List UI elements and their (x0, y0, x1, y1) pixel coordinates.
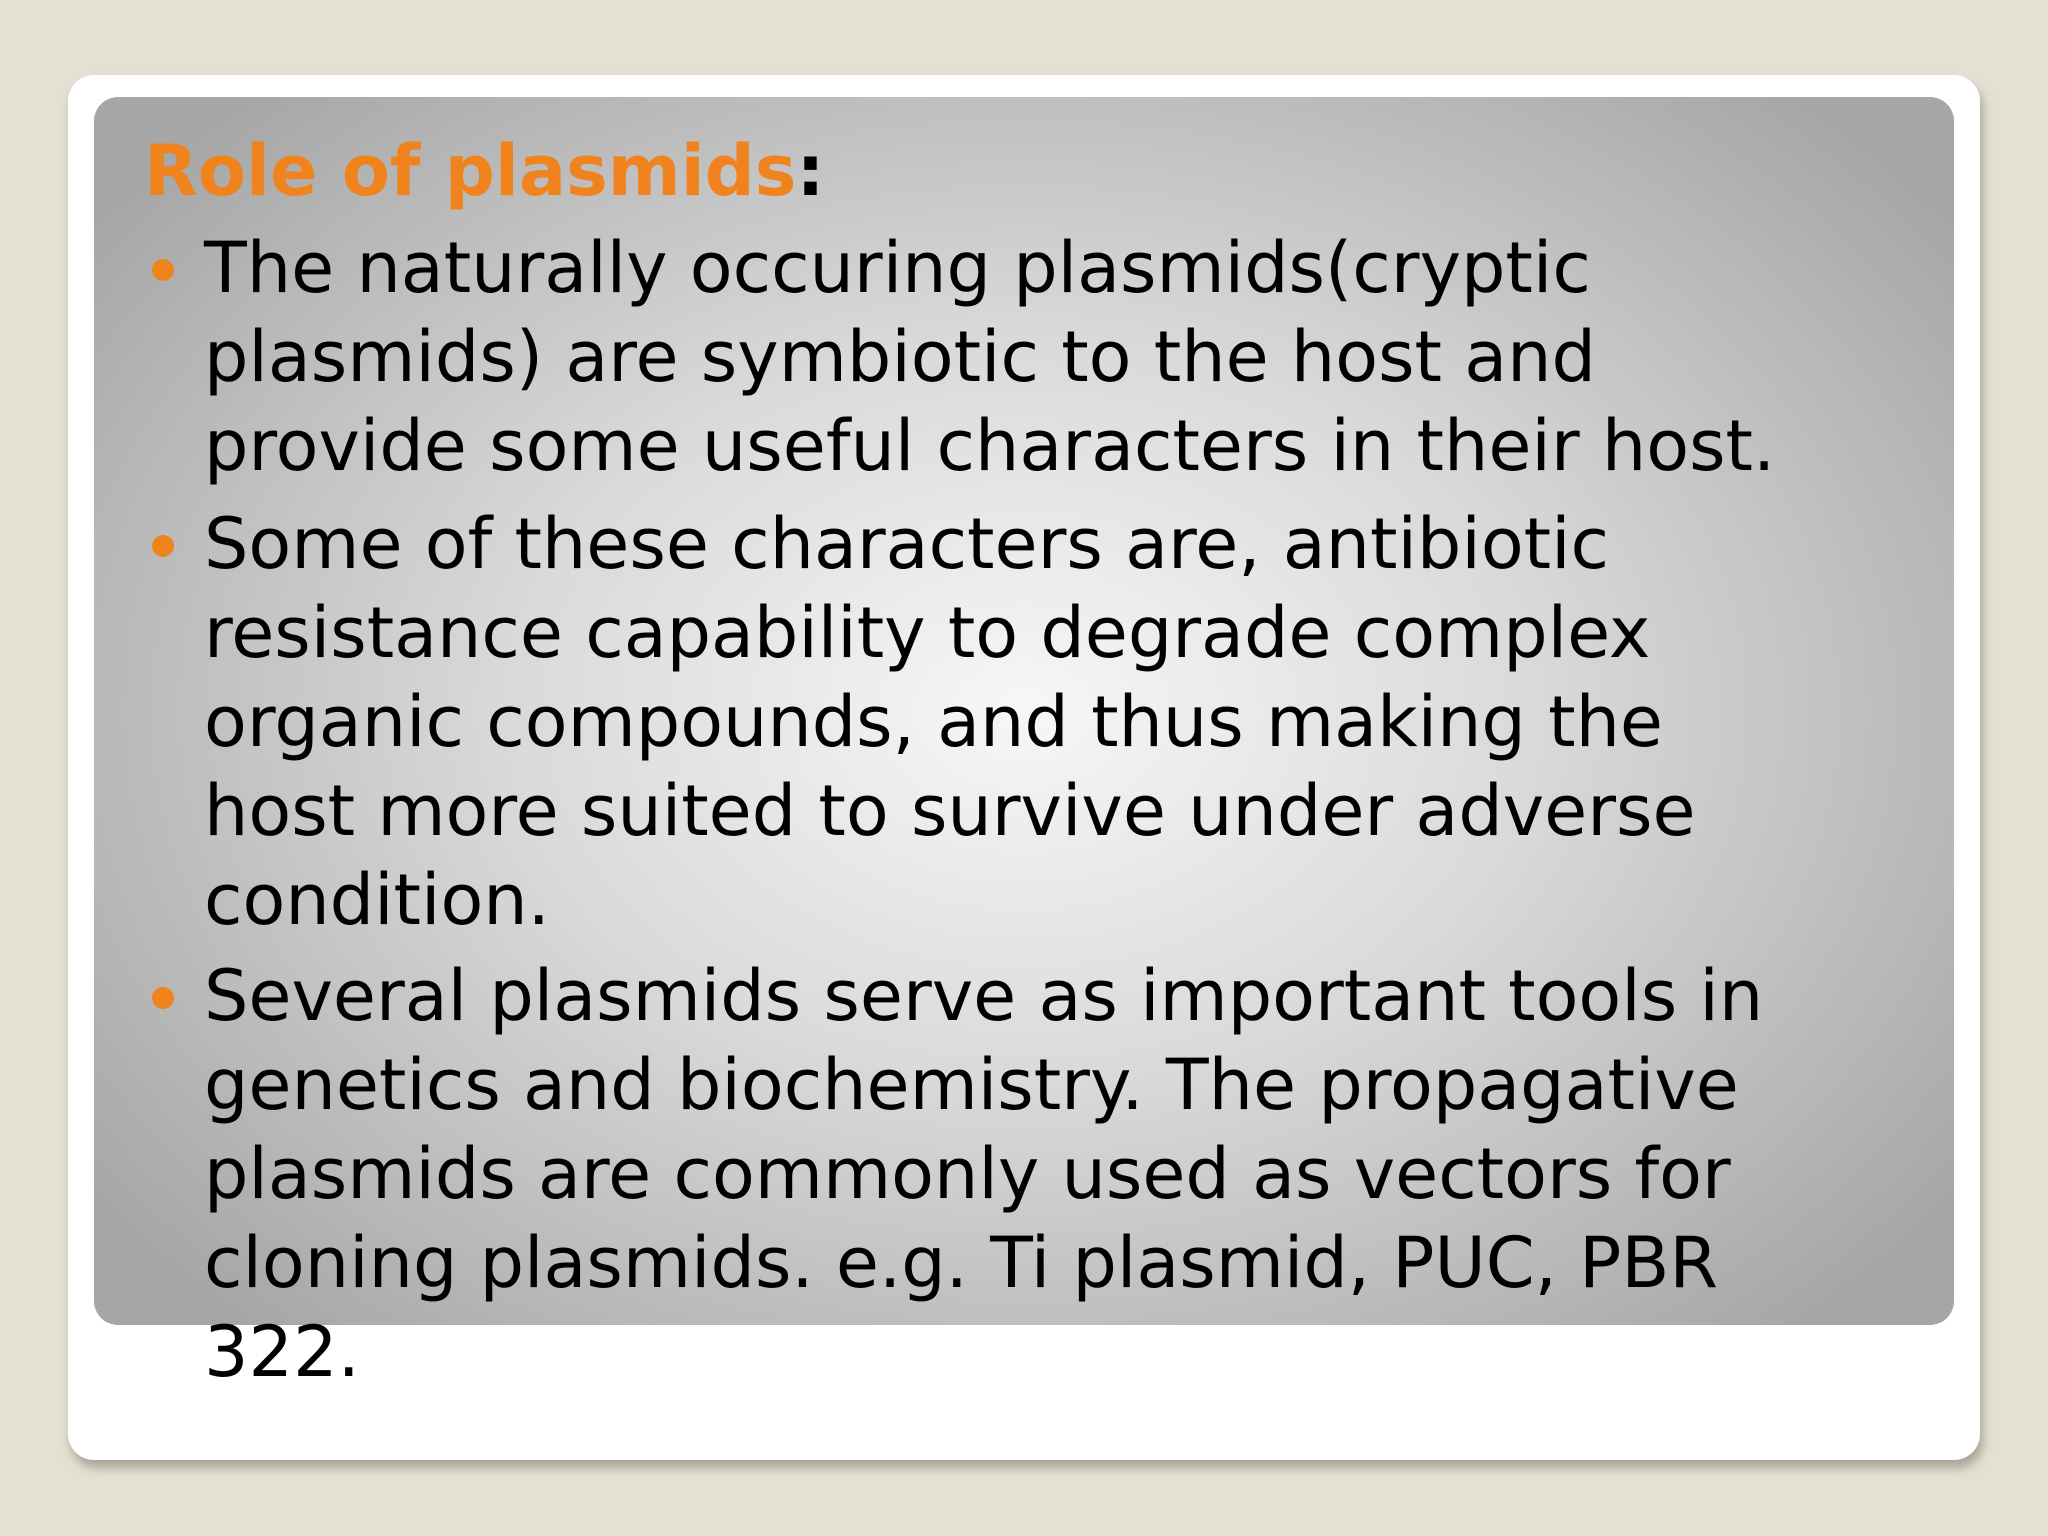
slide-title-text: Role of plasmids (144, 130, 797, 212)
bullet-line: plasmids are commonly used as vectors for (204, 1133, 1731, 1215)
bullet-line: The naturally occuring plasmids(cryptic (204, 227, 1591, 309)
bullet-dot-icon (152, 987, 174, 1009)
bullet-line: condition. (204, 859, 550, 941)
slide-title (144, 128, 824, 214)
bullet-item-characters (204, 500, 1904, 945)
bullet-line: cloning plasmids. e.g. Ti plasmid, PUC, PBR (204, 1222, 1718, 1304)
bullet-line: plasmids) are symbiotic to the host and (204, 316, 1596, 398)
bullet-dot-icon (152, 535, 174, 557)
bullet-dot-icon (152, 259, 174, 281)
bullet-item-cryptic-plasmids (204, 224, 1904, 491)
bullet-line: host more suited to survive under adverse (204, 770, 1696, 852)
bullet-line: provide some useful characters in their host. (204, 405, 1776, 487)
bullet-line: Some of these characters are, antibiotic (204, 503, 1610, 585)
bullet-line: genetics and biochemistry. The propagative (204, 1044, 1739, 1126)
bullet-line: resistance capability to degrade complex (204, 592, 1651, 674)
bullet-line: Several plasmids serve as important tools in (204, 955, 1764, 1037)
slide-title-colon: : (796, 130, 825, 212)
bullet-line: 322. (204, 1311, 360, 1393)
bullet-line: organic compounds, and thus making the (204, 681, 1663, 763)
bullet-item-tools (204, 952, 1904, 1397)
